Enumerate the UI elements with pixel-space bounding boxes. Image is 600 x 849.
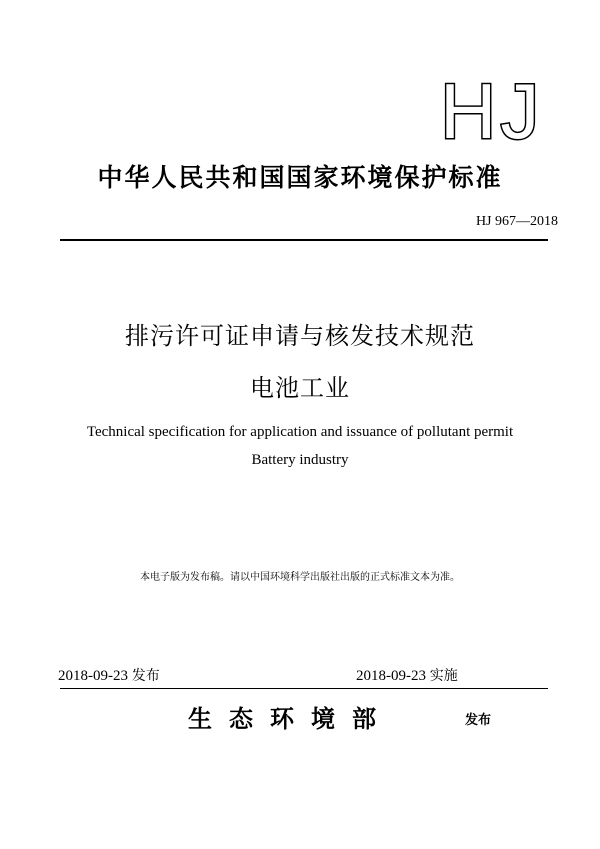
publish-date-line (58, 665, 160, 685)
hj-logo: HJ (440, 67, 544, 155)
bottom-divider (60, 688, 548, 689)
issuing-authority: 生态环境部 (188, 705, 393, 733)
publish-label: 发布 (131, 668, 160, 684)
implement-date-line (356, 665, 458, 685)
issue-label: 发布 (465, 713, 492, 728)
english-subtitle: Battery industry (251, 452, 349, 468)
chinese-subtitle: 电池工业 (250, 374, 350, 402)
electronic-version-notice: 本电子版为发布稿。请以中国环境科学出版社出版的正式标准文本为准。 (140, 572, 460, 583)
standard-code: HJ 967—2018 (475, 214, 558, 229)
english-title: Technical specification for application and issuance of pollutant permit (86, 424, 514, 440)
chinese-title: 排污许可证申请与核发技术规范 (125, 322, 475, 350)
implement-label: 实施 (429, 668, 458, 684)
publish-date: 2018-09-23 (58, 668, 128, 684)
national-standard-heading: 中华人民共和国国家环境保护标准 (97, 163, 503, 192)
implement-date: 2018-09-23 (356, 668, 426, 684)
top-divider (60, 239, 548, 241)
